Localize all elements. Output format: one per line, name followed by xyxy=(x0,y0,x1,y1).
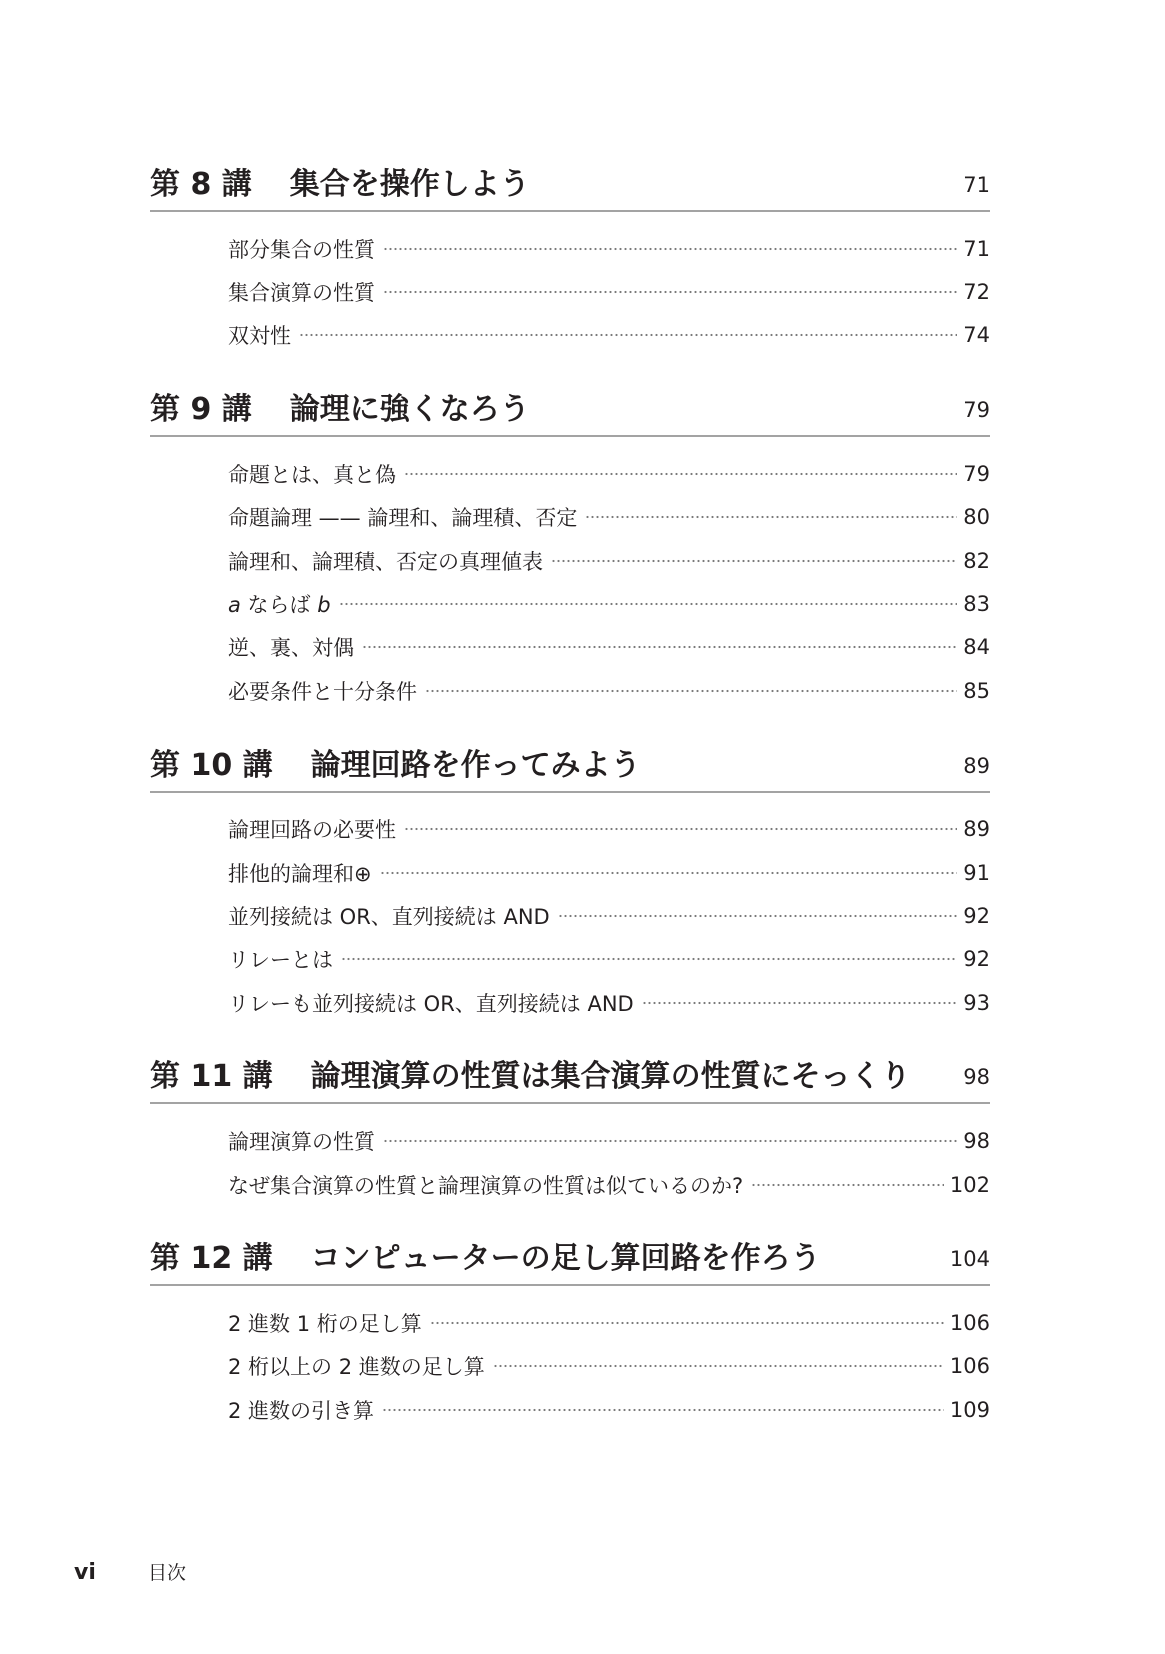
dot-leader xyxy=(493,1364,944,1368)
chapter-section xyxy=(150,744,990,1025)
dot-leader xyxy=(382,1408,944,1412)
entry-title: 集合演算の性質 xyxy=(228,281,375,306)
italic-variable: a xyxy=(228,593,241,618)
toc-entry xyxy=(228,270,990,313)
table-of-contents xyxy=(150,163,990,1431)
dot-leader xyxy=(751,1183,944,1187)
toc-entry xyxy=(228,1301,990,1344)
chapter-page-number: 89 xyxy=(963,753,990,778)
footer-section-label: 目次 xyxy=(148,1562,187,1584)
chapter-title: 論理回路を作ってみよう xyxy=(310,747,641,783)
chapter-heading xyxy=(150,163,990,212)
chapter-number: 第 9 講 xyxy=(150,392,252,428)
chapter-section xyxy=(150,1237,990,1431)
entry-page-number: 71 xyxy=(963,236,990,261)
entry-title: 部分集合の性質 xyxy=(228,237,375,262)
entry-page-number: 82 xyxy=(963,548,990,573)
dot-leader xyxy=(362,645,957,649)
entry-title xyxy=(228,589,331,619)
entry-title-text: ならば xyxy=(240,593,318,618)
toc-entry xyxy=(228,314,990,357)
chapter-section xyxy=(150,163,990,357)
entry-page-number: 84 xyxy=(963,635,990,660)
toc-entry xyxy=(228,1388,990,1431)
dot-leader xyxy=(551,559,957,563)
toc-entry xyxy=(228,1119,990,1162)
chapter-title: コンピューターの足し算回路を作ろう xyxy=(310,1241,821,1277)
entry-title: 命題論理 —— 論理和、論理積、否定 xyxy=(228,506,578,531)
dot-leader xyxy=(430,1321,944,1325)
dot-leader xyxy=(383,1139,957,1143)
dot-leader xyxy=(341,957,957,961)
chapter-number: 第 10 講 xyxy=(150,747,273,783)
entry-title: 必要条件と十分条件 xyxy=(228,679,417,704)
footer-page-number: vi xyxy=(74,1560,96,1585)
dot-leader xyxy=(585,515,957,519)
toc-entry xyxy=(228,938,990,981)
entry-page-number: 102 xyxy=(949,1172,990,1197)
entry-page-number: 74 xyxy=(963,323,990,348)
dot-leader xyxy=(380,871,958,875)
entry-page-number: 85 xyxy=(963,678,990,703)
entry-page-number: 92 xyxy=(963,947,990,972)
toc-entry xyxy=(228,851,990,894)
dot-leader xyxy=(558,914,958,918)
toc-entry xyxy=(228,582,990,625)
italic-variable: b xyxy=(317,593,331,618)
toc-entry xyxy=(228,1163,990,1206)
entry-page-number: 79 xyxy=(963,461,990,486)
entry-title: 論理和、論理積、否定の真理値表 xyxy=(228,549,543,574)
entry-title: 排他的論理和⊕ xyxy=(228,861,372,886)
entry-page-number: 83 xyxy=(963,592,990,617)
entry-page-number: 89 xyxy=(963,817,990,842)
section-list xyxy=(150,227,990,357)
entry-page-number: 92 xyxy=(963,903,990,928)
entry-page-number: 93 xyxy=(963,990,990,1015)
dot-leader xyxy=(404,472,957,476)
entry-page-number: 91 xyxy=(963,860,990,885)
section-list xyxy=(150,1119,990,1206)
entry-title: 並列接続は OR、直列接続は AND xyxy=(228,904,550,929)
entry-page-number: 106 xyxy=(949,1354,990,1379)
chapter-section xyxy=(150,388,990,712)
dot-leader xyxy=(642,1001,958,1005)
dot-leader xyxy=(299,333,957,337)
chapter-page-number: 79 xyxy=(963,398,990,423)
chapter-heading xyxy=(150,388,990,437)
dot-leader xyxy=(383,247,957,251)
dot-leader xyxy=(339,602,958,606)
entry-page-number: 80 xyxy=(963,505,990,530)
section-list xyxy=(150,808,990,1025)
chapter-number: 第 8 講 xyxy=(150,167,252,202)
chapter-page-number: 98 xyxy=(963,1065,990,1090)
entry-title: リレーとは xyxy=(228,948,333,973)
toc-entry xyxy=(228,894,990,937)
dot-leader xyxy=(425,689,957,693)
section-list xyxy=(150,1301,990,1431)
toc-entry xyxy=(228,981,990,1024)
dot-leader xyxy=(383,290,957,294)
chapter-number: 第 11 講 xyxy=(150,1059,273,1095)
chapter-heading xyxy=(150,1237,990,1286)
chapter-section xyxy=(150,1055,990,1206)
entry-title: 2 進数 1 桁の足し算 xyxy=(228,1311,422,1336)
section-list xyxy=(150,452,990,712)
entry-page-number: 72 xyxy=(963,280,990,305)
entry-title: 双対性 xyxy=(228,324,291,349)
entry-title: リレーも並列接続は OR、直列接続は AND xyxy=(228,991,634,1016)
chapter-title: 集合を操作しよう xyxy=(289,167,530,202)
entry-title: 2 桁以上の 2 進数の足し算 xyxy=(228,1355,485,1380)
entry-title: 逆、裏、対偶 xyxy=(228,636,354,661)
toc-entry xyxy=(228,626,990,669)
toc-entry xyxy=(228,669,990,712)
entry-title: 2 進数の引き算 xyxy=(228,1398,375,1423)
entry-title: 論理演算の性質 xyxy=(228,1130,375,1155)
toc-entry xyxy=(228,1345,990,1388)
dot-leader xyxy=(404,827,957,831)
entry-page-number: 98 xyxy=(963,1129,990,1154)
entry-page-number: 106 xyxy=(949,1310,990,1335)
toc-entry xyxy=(228,808,990,851)
chapter-heading xyxy=(150,1055,990,1104)
entry-page-number: 109 xyxy=(949,1397,990,1422)
entry-title: なぜ集合演算の性質と論理演算の性質は似ているのか? xyxy=(228,1173,744,1198)
chapter-title: 論理に強くなろう xyxy=(289,392,530,428)
chapter-title: 論理演算の性質は集合演算の性質にそっくり xyxy=(310,1059,911,1095)
toc-entry xyxy=(228,227,990,270)
entry-title: 命題とは、真と偽 xyxy=(228,462,396,487)
toc-entry xyxy=(228,452,990,495)
entry-title: 論理回路の必要性 xyxy=(228,818,396,843)
toc-entry xyxy=(228,539,990,582)
chapter-page-number: 104 xyxy=(949,1247,990,1272)
chapter-number: 第 12 講 xyxy=(150,1241,273,1277)
chapter-heading xyxy=(150,744,990,793)
chapter-page-number: 71 xyxy=(963,173,990,197)
toc-entry xyxy=(228,496,990,539)
